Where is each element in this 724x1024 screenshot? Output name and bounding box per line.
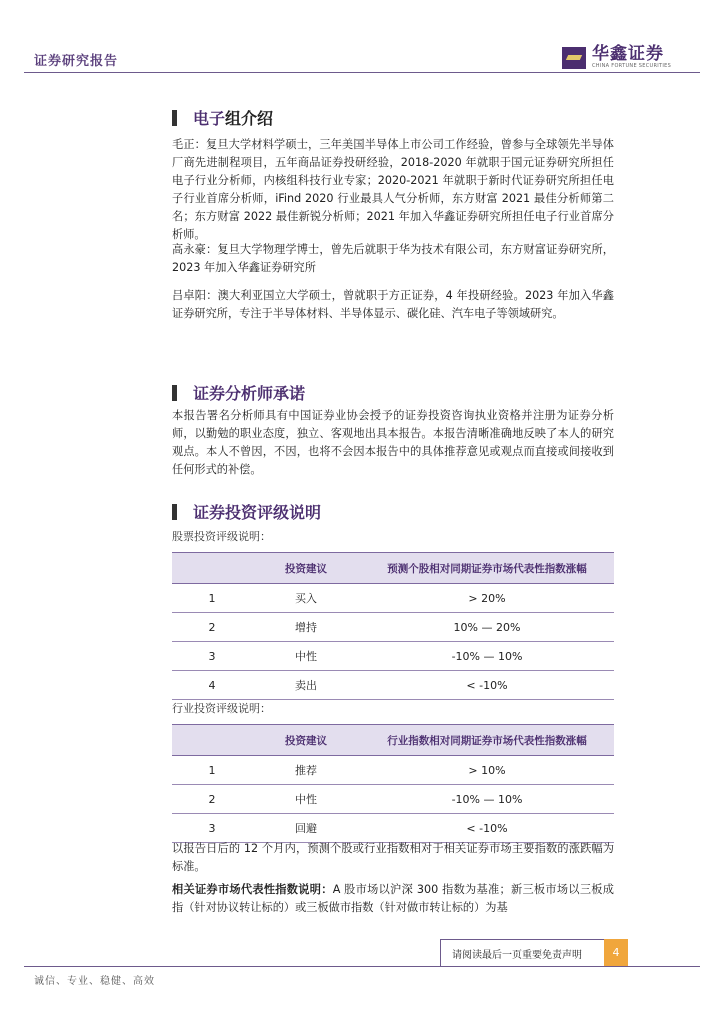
table-header-cell: 行业指数相对同期证券市场代表性指数涨幅	[360, 725, 614, 756]
market-index-note	[172, 881, 614, 917]
report-type-label: 证券研究报告	[34, 54, 119, 69]
table-header-cell: 投资建议	[252, 553, 360, 584]
stock-rating-caption: 股票投资评级说明：	[172, 530, 271, 543]
section-marker	[172, 110, 177, 126]
market-index-note-text: A 股市场以沪深 300 指数为基准；新三板市场以三板成指（针对协议转让标的）或三板做市指数（针对做市转让标的）为基	[172, 883, 614, 914]
table-row	[172, 785, 614, 814]
brand-name-cn: 华鑫证券	[592, 44, 664, 64]
table-header-cell	[172, 553, 252, 584]
table-header-cell: 预测个股相对同期证券市场代表性指数涨幅	[360, 553, 614, 584]
analyst-bio-gao: 高永豪：复旦大学物理学博士，曾先后就职于华为技术有限公司，东方财富证券研究所，2023 年加入华鑫证券研究所	[172, 243, 614, 274]
page-number: 4	[604, 939, 628, 967]
table-row	[172, 642, 614, 671]
analyst-bio-lv: 吕卓阳：澳大利亚国立大学硕士，曾就职于方正证券，4 年投研经验。2023 年加入华鑫证券研究所，专注于半导体材料、半导体显示、碳化硅、汽车电子等领域研究。	[172, 289, 614, 320]
table-cell: > 20%	[360, 584, 614, 613]
team-section-title	[172, 106, 273, 129]
table-cell: -10% — 10%	[360, 785, 614, 814]
rating-benchmark-note: 以报告日后的 12 个月内，预测个股或行业指数相对于相关证券市场主要指数的涨跌幅为标准。	[172, 842, 614, 873]
table-cell: < -10%	[360, 814, 614, 843]
industry-rating-table	[172, 724, 614, 843]
table-cell: -10% — 10%	[360, 642, 614, 671]
commitment-text: 本报告署名分析师具有中国证券业协会授予的证券投资咨询执业资格并注册为证券分析师，以勤勉的职业态度，独立、客观地出具本报告。本报告清晰准确地反映了本人的研究观点。本人不曾因，不因，也将不会因本报告中的具体推荐意见或观点而直接或间接收到任何形式的补偿。	[172, 409, 614, 476]
logo-icon	[562, 47, 586, 69]
header-divider	[24, 72, 700, 73]
table-cell: 3	[172, 642, 252, 671]
market-index-note-label: 相关证券市场代表性指数说明：	[172, 883, 333, 896]
analyst-bio-mao: 毛正：复旦大学材料学硕士，三年美国半导体上市公司工作经验，曾参与全球领先半导体厂商先进制程项目，五年商品证券投研经验，2018-2020 年就职于国元证券研究所担任电子行业分析师，内核组科技行业专家；2020-2021 年就职于新时代证券研究所担任电子行业首席分析师，iFind 2020 行业最具人气分析师，东方财富 2021 最佳分析师第二名；东方财富 2022 最佳新锐分析师；2021 年加入华鑫证券研究所担任电子行业首席分析师。	[172, 138, 614, 241]
table-cell: 中性	[252, 785, 360, 814]
company-motto: 诚信、专业、稳健、高效	[34, 976, 155, 987]
table-cell: 卖出	[252, 671, 360, 700]
industry-rating-caption: 行业投资评级说明：	[172, 702, 271, 715]
table-cell: 推荐	[252, 756, 360, 785]
table-cell: 增持	[252, 613, 360, 642]
table-cell: 4	[172, 671, 252, 700]
table-cell: 1	[172, 584, 252, 613]
table-cell: 2	[172, 613, 252, 642]
commitment-section-title	[172, 381, 305, 404]
table-row	[172, 584, 614, 613]
table-cell: 买入	[252, 584, 360, 613]
table-row	[172, 671, 614, 700]
stock-rating-table	[172, 552, 614, 700]
table-header-cell	[172, 725, 252, 756]
team-title-a: 电子	[193, 109, 226, 128]
table-cell: 3	[172, 814, 252, 843]
table-cell: 中性	[252, 642, 360, 671]
table-row	[172, 613, 614, 642]
disclaimer-notice: 请阅读最后一页重要免责声明	[452, 950, 582, 961]
footer-divider	[24, 966, 700, 967]
table-cell: > 10%	[360, 756, 614, 785]
table-header-cell: 投资建议	[252, 725, 360, 756]
rating-title: 证券投资评级说明	[193, 503, 322, 522]
table-cell: 1	[172, 756, 252, 785]
brand-name-en: CHINA FORTUNE SECURITIES	[592, 63, 672, 69]
section-marker	[172, 385, 177, 401]
section-marker	[172, 504, 177, 520]
table-cell: 10% — 20%	[360, 613, 614, 642]
rating-section-title	[172, 500, 321, 523]
table-cell: 回避	[252, 814, 360, 843]
table-cell: 2	[172, 785, 252, 814]
table-row	[172, 756, 614, 785]
table-cell: < -10%	[360, 671, 614, 700]
table-row	[172, 814, 614, 843]
brand-logo	[562, 46, 671, 69]
team-title-b: 组介绍	[225, 109, 274, 128]
commitment-title: 证券分析师承诺	[193, 384, 306, 403]
